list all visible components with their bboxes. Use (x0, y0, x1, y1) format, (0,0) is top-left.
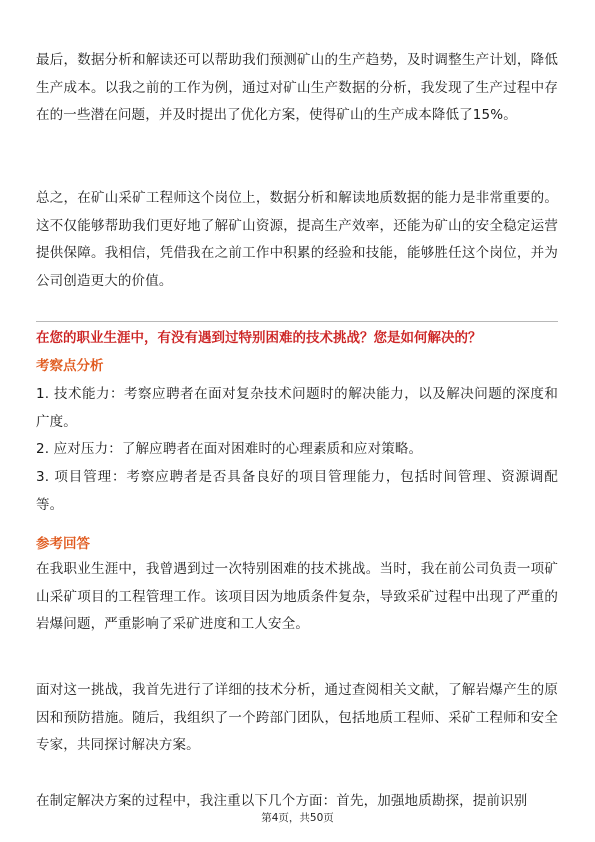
analysis-item-1: 1. 技术能力：考察应聘者在面对复杂技术问题时的解决能力，以及解决问题的深度和广度。 (36, 386, 558, 430)
section-divider (36, 321, 558, 322)
analysis-item-3: 3. 项目管理：考察应聘者是否具备良好的项目管理能力，包括时间管理、资源调配等。 (36, 469, 558, 513)
answer-paragraph-2: 面对这一挑战，我首先进行了详细的技术分析，通过查阅相关文献，了解岩爆产生的原因和预防措施。随后，我组织了一个跨部门团队，包括地质工程师、采矿工程师和安全专家，共同探讨解决方案。 (36, 682, 558, 753)
paragraph-conclusion-2: 总之，在矿山采矿工程师这个岗位上，数据分析和解读地质数据的能力是非常重要的。这不仅能够帮助我们更好地了解矿山资源，提高生产效率，还能为矿山的安全稳定运营提供保障。我相信，凭借我在之前工作中积累的经验和技能，能够胜任这个岗位，并为公司创造更大的价值。 (36, 190, 558, 289)
analysis-item-2: 2. 应对压力：了解应聘者在面对困难时的心理素质和应对策略。 (36, 441, 423, 457)
analysis-label: 考察点分析 (36, 358, 104, 374)
answer-paragraph-1: 在我职业生涯中，我曾遇到过一次特别困难的技术挑战。当时，我在前公司负责一项矿山采矿项目的工程管理工作。该项目因为地质条件复杂，导致采矿过程中出现了严重的岩爆问题，严重影响了采矿进度和工人安全。 (36, 561, 558, 632)
answer-label: 参考回答 (36, 536, 90, 552)
answer-paragraph-3: 在制定解决方案的过程中，我注重以下几个方面：首先，加强地质勘探，提前识别 (36, 793, 528, 809)
interview-question: 在您的职业生涯中，有没有遇到过特别困难的技术挑战？您是如何解决的？ (36, 330, 482, 346)
paragraph-conclusion-1: 最后，数据分析和解读还可以帮助我们预测矿山的生产趋势，及时调整生产计划，降低生产成本。以我之前的工作为例，通过对矿山生产数据的分析，我发现了生产过程中存在的一些潜在问题，并及时提出了优化方案，使得矿山的生产成本降低了15%。 (36, 52, 558, 123)
page-number-footer: 第4页，共50页 (261, 812, 334, 824)
